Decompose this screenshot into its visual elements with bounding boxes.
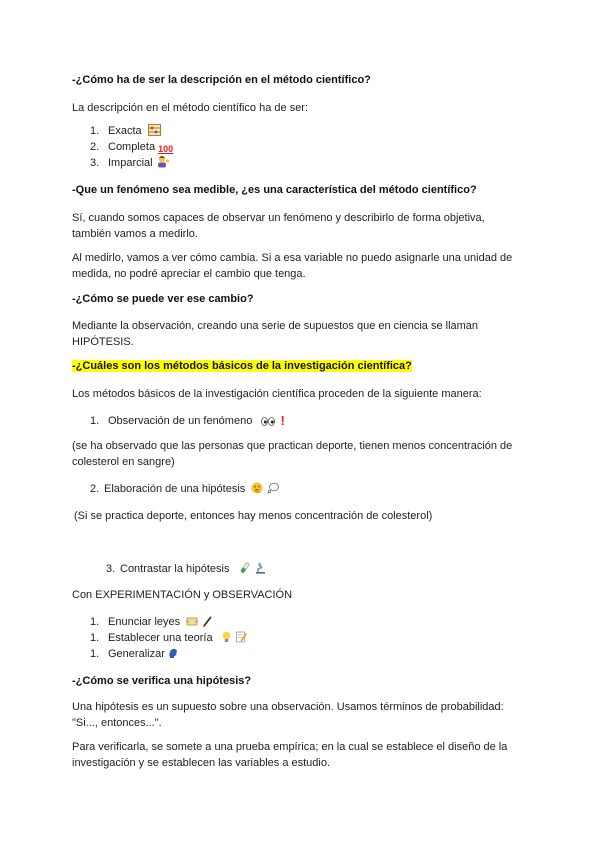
list-number: 1.	[90, 125, 100, 137]
heading-description: -¿Cómo ha de ser la descripción en el método científico?	[72, 74, 371, 86]
microscope-icon	[255, 562, 266, 579]
step-item	[108, 413, 285, 431]
speaking-head-icon	[168, 647, 178, 664]
paragraph-hypothesis-example: (Si se practica deporte, entonces hay menos concentración de colesterol)	[74, 510, 433, 522]
step-label: Elaboración de una hipótesis	[104, 483, 246, 495]
thinking-face-icon	[251, 482, 263, 499]
person-tipping-hand-icon	[156, 155, 170, 173]
heading-basic-methods	[72, 358, 412, 374]
list-item-label: Imparcial	[108, 157, 153, 169]
heading-change: -¿Cómo se puede ver ese cambio?	[72, 293, 254, 305]
paragraph-hypothesis: Mediante la observación, creando una serie de supuestos que en ciencia se llaman HIPÓTESIS.	[72, 320, 479, 348]
highlighted-heading-text: -¿Cuáles son los métodos básicos de la investigación científica?	[72, 360, 412, 372]
list-number: 2.	[90, 141, 100, 153]
thought-balloon-icon	[267, 482, 279, 499]
list-number: 1.	[90, 616, 100, 628]
step-item	[120, 561, 266, 579]
paragraph-description-intro: La descripción en el método científico ha de ser:	[72, 102, 309, 114]
heading-verify: -¿Cómo se verifica una hipótesis?	[72, 675, 252, 687]
light-bulb-icon	[222, 631, 231, 648]
step-item	[104, 481, 279, 499]
paragraph-methods-intro: Los métodos básicos de la investigación científica proceden de la siguiente manera:	[72, 388, 482, 400]
list-item-label: Enunciar leyes	[108, 616, 181, 628]
paragraph-measure-1: Sí, cuando somos capaces de observar un fenómeno y describirlo de forma objetiva, también vamos a medirlo.	[72, 212, 485, 240]
list-item-label: Completa	[108, 141, 156, 153]
eyes-icon	[261, 415, 275, 431]
paragraph-verify-2: Para verificarla, se somete a una prueba empírica; en la cual se establece el diseño de la investigación y se establecen las variables a estudio.	[72, 741, 508, 769]
step-label: Contrastar la hipótesis	[120, 563, 230, 575]
step-number: 3.	[106, 563, 116, 575]
paragraph-verify-1: Una hipótesis es un supuesto sobre una observación. Usamos términos de probabilidad: "Si..., entonces...".	[72, 701, 504, 729]
hundred-points-icon: 100	[158, 144, 174, 154]
list-number: 1.	[90, 648, 100, 660]
exclamation-icon: !	[280, 413, 285, 428]
list-number: 3.	[90, 157, 100, 169]
list-item-label: Establecer una teoría	[108, 632, 213, 644]
test-tube-icon	[239, 562, 250, 579]
paragraph-observation-example: (se ha observado que las personas que practican deporte, tienen menos concentración de colesterol en sangre)	[72, 440, 513, 468]
heading-measurable: -Que un fenómeno sea medible, ¿es una característica del método científico?	[72, 184, 477, 196]
paragraph-measure-2: Al medirlo, vamos a ver cómo cambia. Si a esa variable no puedo asignarle una unidad de medida, no podré apreciar el cambio que tenga.	[72, 252, 513, 280]
memo-icon	[236, 631, 247, 648]
list-item-label: Exacta	[108, 125, 142, 137]
step-number: 1.	[90, 415, 100, 427]
list-item	[108, 646, 178, 664]
step-number: 2.	[90, 483, 100, 495]
step-label: Observación de un fenómeno	[108, 415, 253, 427]
list-item	[108, 155, 170, 173]
paragraph-experimentation: Con EXPERIMENTACIÓN y OBSERVACIÓN	[72, 589, 293, 601]
list-number: 1.	[90, 632, 100, 644]
list-item-label: Generalizar	[108, 648, 165, 660]
